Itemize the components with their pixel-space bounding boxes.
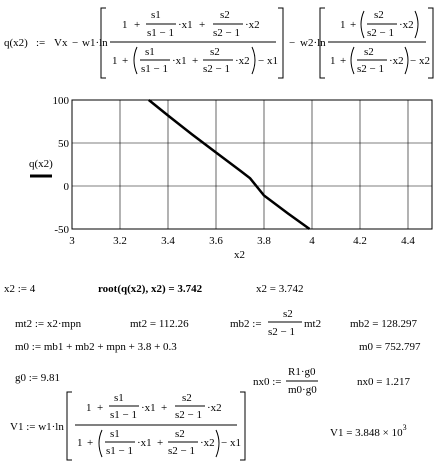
v1-num-s2m1: s2 − 1 [175, 409, 202, 421]
num1-dx1: ·x1 [178, 19, 193, 31]
num1-dx2: ·x2 [245, 19, 260, 31]
v1-den-s1: s1 [110, 428, 120, 440]
nx0-lhs[interactable]: nx0 := [253, 376, 282, 388]
x-tick-label: 3.4 [161, 235, 175, 247]
den1-dx2: ·x2 [235, 55, 250, 67]
q-w2ln: w2·ln [300, 37, 326, 49]
den1-plus-2: + [192, 55, 199, 67]
paren-close [252, 47, 255, 74]
num1-s1: s1 [151, 9, 161, 21]
y-tick-label: 50 [58, 138, 69, 150]
trace-legend-label: q(x2) [29, 158, 53, 170]
den1-s2: s2 [210, 46, 220, 58]
x-axis-label: x2 [234, 249, 245, 261]
x2-value[interactable]: x2 = 3.742 [256, 283, 304, 295]
v1-value[interactable] [330, 423, 407, 439]
y-tick-labels [53, 95, 70, 236]
y-tick-label: -50 [54, 224, 69, 236]
num1-s2: s2 [220, 9, 230, 21]
plot-frame [72, 100, 432, 229]
q-w1ln: w1·ln [82, 37, 108, 49]
g0-definition[interactable]: g0 := 9.81 [15, 372, 61, 384]
bracket-left-close [278, 8, 283, 78]
num2-dx2: ·x2 [399, 19, 414, 31]
v1-num-s1: s1 [114, 392, 124, 404]
x-tick-label: 4.2 [353, 235, 367, 247]
nx0-numerator: R1·g0 [288, 366, 316, 378]
den1-plus: + [122, 55, 129, 67]
trace-q-x2 [149, 100, 310, 229]
x2-definition[interactable]: x2 := 4 [4, 283, 36, 295]
v1-den-mx1: − x1 [221, 437, 241, 449]
v1-den-s1m1: s1 − 1 [106, 445, 133, 457]
v1-den-plus: + [87, 437, 94, 449]
v1-den-dx1: ·x1 [137, 437, 152, 449]
v1-bracket-close [240, 392, 245, 460]
plot-grid [72, 100, 432, 229]
paren-close [405, 47, 408, 74]
paren-open [351, 47, 354, 74]
mb2-mt2: mt2 [304, 318, 322, 330]
den1-mx1: − x1 [258, 55, 278, 67]
x-tick-label: 3.2 [113, 235, 127, 247]
mb2-value[interactable]: mb2 = 128.297 [350, 318, 418, 330]
q-minus-2: − [289, 37, 296, 49]
v1-den-plus-2: + [157, 437, 164, 449]
num1-plus-2: + [199, 19, 206, 31]
den2-one: 1 [330, 55, 336, 67]
nx0-value[interactable]: nx0 = 1.217 [357, 376, 410, 388]
q-definition[interactable] [4, 8, 433, 78]
num1-plus-1: + [134, 19, 141, 31]
paren-open [99, 430, 102, 457]
v1-num-dx1: ·x1 [141, 402, 156, 414]
den2-mx2: − x2 [410, 55, 430, 67]
den1-one: 1 [112, 55, 118, 67]
y-tick-label: 0 [63, 181, 69, 193]
v1-num-one: 1 [86, 402, 92, 414]
mt2-value[interactable]: mt2 = 112.26 [130, 318, 189, 330]
q-lhs: q(x2) [4, 37, 28, 49]
den1-dx1: ·x1 [172, 55, 187, 67]
plot-region[interactable] [29, 95, 432, 261]
mb2-lhs[interactable]: mb2 := [230, 318, 262, 330]
paren-close [216, 430, 219, 457]
v1-num-s2: s2 [182, 392, 192, 404]
v1-num-plus-2: + [161, 402, 168, 414]
num2-one: 1 [340, 19, 346, 31]
v1-den-dx2: ·x2 [200, 437, 215, 449]
x-tick-labels [69, 235, 415, 247]
mt2-definition[interactable]: mt2 := x2·mpn [15, 318, 82, 330]
x-tick-label: 3.6 [209, 235, 223, 247]
num1-s2m1: s2 − 1 [213, 27, 240, 39]
v1-den-one: 1 [77, 437, 83, 449]
num2-plus: + [350, 19, 357, 31]
root-expression[interactable]: root(q(x2), x2) = 3.742 [98, 283, 203, 295]
m0-definition[interactable]: m0 := mb1 + mb2 + mpn + 3.8 + 0.3 [15, 341, 177, 353]
v1-num-s1m1: s1 − 1 [110, 409, 137, 421]
x-tick-label: 4.4 [401, 235, 415, 247]
den1-s1: s1 [145, 46, 155, 58]
den2-dx2: ·x2 [389, 55, 404, 67]
q-assign: := [36, 37, 46, 49]
v1-value-exponent: 3 [402, 423, 407, 432]
den2-plus: + [340, 55, 347, 67]
bracket-right-close [428, 8, 433, 78]
v1-den-s2m1: s2 − 1 [168, 445, 195, 457]
mb2-den-s2m1: s2 − 1 [268, 326, 295, 338]
m0-value[interactable]: m0 = 752.797 [359, 341, 421, 353]
v1-lhs[interactable]: V1 := w1·ln [10, 421, 64, 433]
num2-s2: s2 [374, 9, 384, 21]
nx0-denominator: m0·g0 [288, 384, 317, 396]
den2-s2m1: s2 − 1 [357, 63, 384, 75]
y-tick-label: 100 [52, 95, 69, 107]
results[interactable] [4, 283, 421, 460]
paren-close [415, 11, 418, 38]
num2-s2m1: s2 − 1 [367, 27, 394, 39]
v1-num-dx2: ·x2 [207, 402, 222, 414]
x-tick-label: 4 [309, 235, 315, 247]
x-tick-label: 3.8 [257, 235, 271, 247]
q-minus-1: − [72, 37, 79, 49]
v1-den-s2: s2 [175, 428, 185, 440]
v1-value-base: V1 = 3.848 × 10 [330, 427, 403, 439]
num1-s1m1: s1 − 1 [147, 27, 174, 39]
den1-s2m1: s2 − 1 [203, 63, 230, 75]
den1-s1m1: s1 − 1 [141, 63, 168, 75]
v1-num-plus: + [97, 402, 104, 414]
den2-s2: s2 [364, 46, 374, 58]
num1-one: 1 [122, 19, 128, 31]
mb2-num-s2: s2 [283, 308, 293, 320]
paren-open [134, 47, 137, 74]
paren-open [361, 11, 364, 38]
x-tick-label: 3 [69, 235, 75, 247]
v1-bracket-open [67, 392, 72, 460]
q-vx: Vx [54, 37, 68, 49]
series-line-q-x2 [149, 100, 310, 229]
